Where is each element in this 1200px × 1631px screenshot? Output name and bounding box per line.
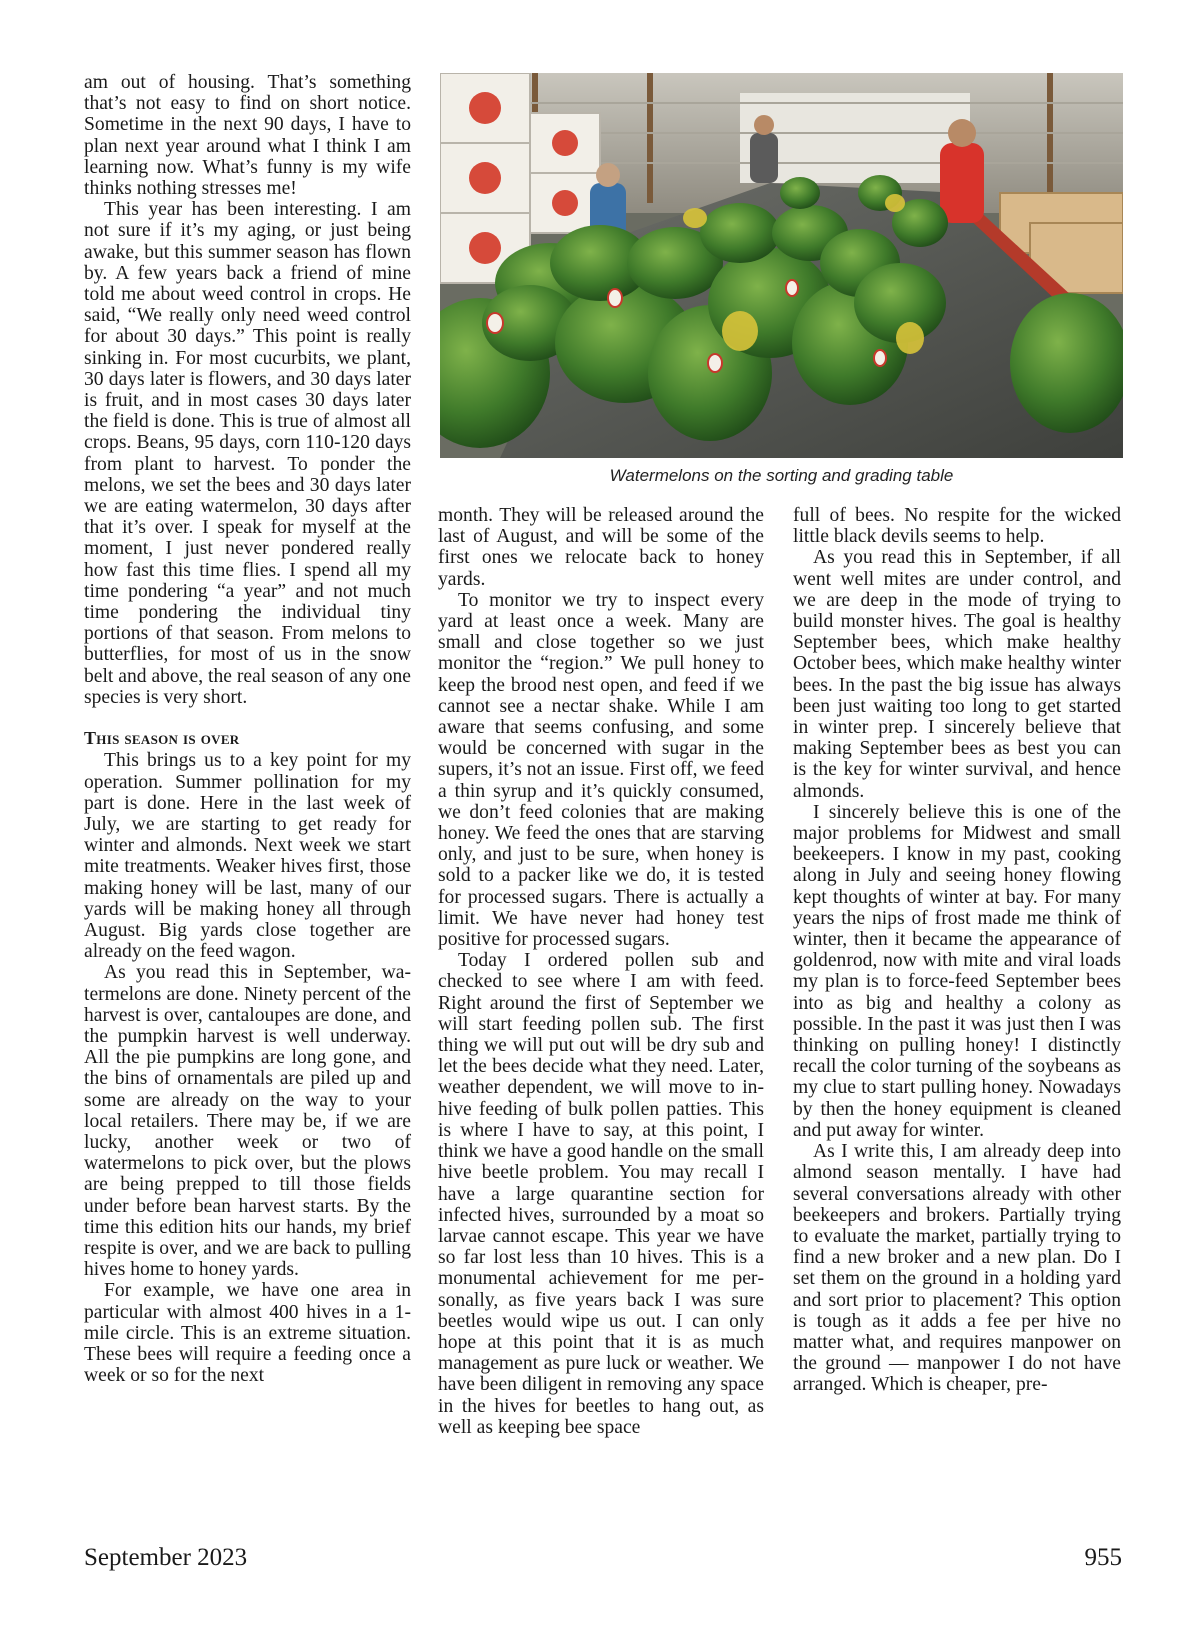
article-column-2: [438, 505, 764, 1438]
issue-date: September 2023: [84, 1544, 248, 1571]
paragraph: am out of housing. That’s something that’s not easy to find on short notice. Sometime in the next 90 days, I have to plan next year around what I think I am learning now. What’s funny is my wife thinks nothing stresses me!: [84, 72, 411, 200]
figure-caption: Watermelons on the sorting and grading table: [609, 466, 954, 485]
paragraph: As I write this, I am already deep into almond season mentally. I have had several conversations already with other beekeepers and brokers. Partially trying to evaluate the market, partially trying to find a new broker and a new plan. Do I set them on the ground in a holding yard and sort prior to placement? This option is tough as it adds a fee per hive no matter what, and requires manpower on the ground — manpower I do not have arranged. Which is cheaper, pre-: [793, 1141, 1121, 1396]
paragraph: Today I ordered pollen sub and checked to see where I am with feed. Right around the first of September we will start feeding pollen sub. The first thing we will put out will be dry sub and let the bees decide what they need. Later, weather dependent, we will move to in-hive feeding of bulk pollen patties. This is where I have to say, at this point, I think we have a good handle on the small hive beetle problem. You may recall I have a large quarantine section for infected hives, surrounded by a moat so larvae cannot escape. This year we have so far lost less than 10 hives. This is a monumental achievement for me personally, as five years back I was sure beetles would wipe us out. I can only hope at this point that it is as much management as pure luck or weather. We have been diligent in removing any space in the hives for beetles to hang out, as well as keeping bee space: [438, 950, 764, 1438]
paragraph: To monitor we try to inspect every yard at least once a week. Many are small and close together so we just monitor the “region.” We pull honey to keep the brood nest open, and feed if we cannot see a nectar shake. While I am aware that seems confusing, and some would be concerned with sugar in the supers, it’s not an issue. First off, we feed a thin syrup and it’s quickly consumed, we don’t feed colonies that are making honey. We feed the ones that are starving only, and just to be sure, when honey is sold to a packer like we do, it is tested for processed sugars. There is actually a limit. We have never had honey test positive for processed sugars.: [438, 589, 764, 951]
paragraph: For example, we have one area in particular with almost 400 hives in a 1-mile circle. This is an extreme situation. These bees will require a feeding once a week or so for the next: [84, 1280, 411, 1387]
section-subheading: This season is over: [84, 728, 240, 749]
page-number: 955: [1084, 1544, 1122, 1571]
paragraph: This brings us to a key point for my operation. Summer pollination for my part is done. Here in the last week of July, we are starting to get ready for winter and almonds. Next week we start mite treatments. Weaker hives first, those making honey will be last, many of our yards will be making honey all through August. Big yards close together are already on the feed wagon.: [84, 750, 411, 963]
paragraph: I sincerely believe this is one of the major problems for Midwest and small beekeepers. I know in my past, cooking along in July and seeing honey flowing kept thoughts of winter at bay. For many years the nips of frost made me think of winter, then it became the appearance of goldenrod, now with mite and viral loads my plan is to force-feed September bees into as big and healthy a colony as possible. In the past it was just then I was thinking on pulling honey! I distinctly recall the color turning of the soybeans as my clue to start pulling honey. Nowadays by then the honey equipment is cleaned and put away for winter.: [793, 801, 1121, 1141]
article-column-3: [793, 505, 1121, 1396]
paragraph: month. They will be released around the last of August, and will be some of the first ones we relocate back to honey yards.: [438, 505, 764, 590]
paragraph: full of bees. No respite for the wicked little black devils seems to help.: [793, 505, 1121, 548]
article-column-1: [84, 72, 411, 1386]
paragraph: As you read this in September, watermelons are done. Ninety percent of the harvest is over, cantaloupes are done, and the pumpkin harvest is well underway. All the pie pumpkins are long gone, and the bins of ornamentals are piled up and some are already on the way to your local retailers. There may be, if we are lucky, another week or two of watermelons to pick over, but the plows are being prepped to till those fields under before bean harvest starts. By the time this edition hits our hands, my brief respite is over, and we are back to pulling hives home to honey yards.: [84, 962, 411, 1281]
paragraph: This year has been interesting. I am not sure if it’s my aging, or just being awake, but this summer season has flown by. A few years back a friend of mine told me about weed control in crops. He said, “We really only need weed control for about 30 days.” This point is really sinking in. For most cucurbits, we plant, 30 days later is flowers, and 30 days later is fruit, and in most cases 30 days later the field is done. This is true of almost all crops. Beans, 95 days, corn 110-120 days from plant to harvest. To ponder the melons, we set the bees and 30 days later we are eating watermelon, 30 days after that it’s over. I speak for myself at the moment, I just never pondered really how fast this time flies. I spend all my time pondering “a year” and not much time pondering the individual tiny portions of that season. From melons to butterflies, for most of us in the snow belt and above, the real season of any one species is very short.: [84, 199, 411, 708]
paragraph: As you read this in September, if all went well mites are under control, and we are deep in the mode of trying to build monster hives. The goal is healthy September bees, which make healthy October bees, which make healthy winter bees. In the past the big issue has always been just waiting too long to get started in winter prep. I sincerely believe that making September bees as best you can is the key for winter survival, and hence almonds.: [793, 547, 1121, 802]
watermelons-sorting-table-photo: [440, 73, 1123, 458]
